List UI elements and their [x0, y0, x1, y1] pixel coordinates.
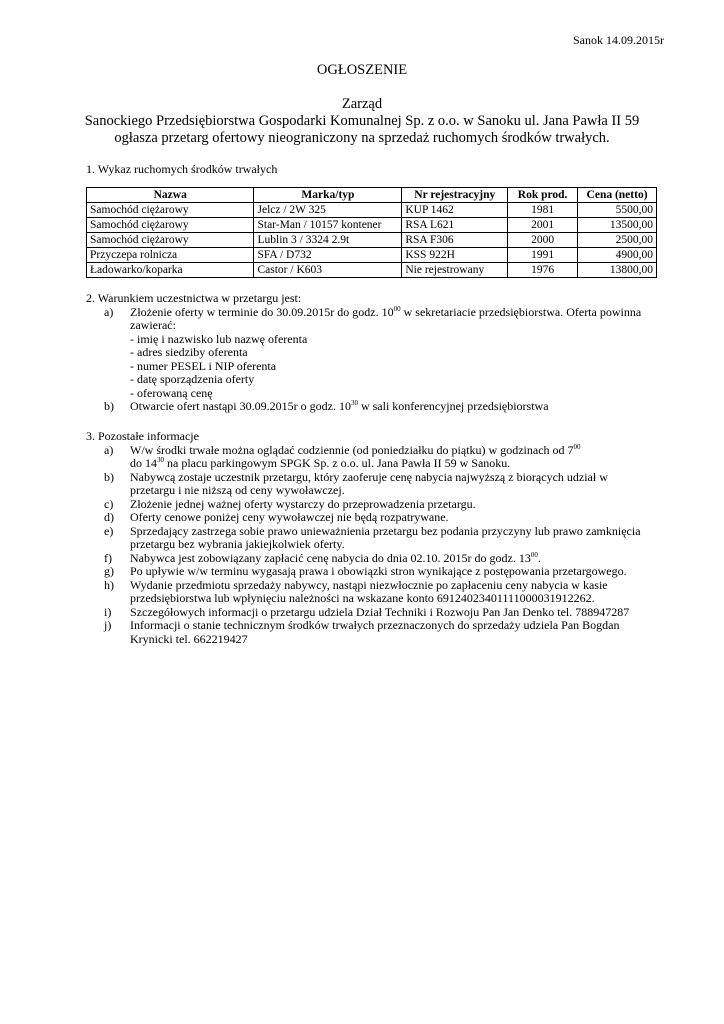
column-header: Cena (netto)	[578, 188, 657, 203]
section-3-item-g	[86, 565, 666, 579]
item-text: Informacji o stanie technicznym środków trwałych przeznaczonych do sprzedaży udziela Pan Bogdan	[130, 618, 620, 632]
time-superscript: 00	[573, 442, 581, 451]
time-superscript: 00	[393, 304, 401, 313]
section-3-item-b	[86, 471, 666, 485]
cell-name: Samochód ciężarowy	[87, 233, 254, 248]
assets-table	[86, 187, 657, 278]
announcement-header	[0, 96, 724, 147]
column-header: Nazwa	[87, 188, 254, 203]
offer-requirement: - adres siedziby oferenta	[130, 345, 248, 359]
item-text: Szczegółowych informacji o przetargu udziela Dział Techniki i Rozwoju Pan Jan Denko tel. 788947287	[130, 604, 630, 619]
section-2	[86, 292, 666, 414]
item-continuation: przedsiębiorstwa lub wpłynięciu należności na wskazane konto 69124023401111000031912262.	[130, 591, 595, 605]
item-text: w sekretariacie przedsiębiorstwa. Oferta powinna	[400, 304, 642, 319]
board-line: Zarząd	[341, 96, 383, 112]
item-marker: i)	[104, 604, 112, 619]
item-text: w sali konferencyjnej przedsiębiorstwa	[357, 399, 549, 413]
item-text: Nabywcą zostaje uczestnik przetargu, który zaoferuje cenę nabycia najwyższą z biorących udział w	[130, 469, 608, 484]
section-3-item-i	[86, 606, 666, 620]
table-row	[87, 233, 657, 248]
item-continuation: przetargu bez wybrania jakiejkolwiek oferty.	[130, 537, 345, 551]
section-3-item-h	[86, 579, 666, 593]
cell-price: 2500,00	[578, 233, 657, 248]
item-marker: b)	[104, 399, 114, 413]
offer-requirement: - datę sporządzenia oferty	[130, 372, 255, 386]
cell-registration: Nie rejestrowany	[402, 263, 508, 278]
section-3	[86, 430, 666, 646]
item-text: Po upływie w/w terminu wygasają prawa i obowiązki stron wynikające z postępowania przetargowego.	[130, 564, 627, 578]
item-marker: a)	[104, 442, 114, 457]
section-3-heading: 3. Pozostałe informacje	[86, 429, 199, 443]
item-text: do 14	[130, 456, 157, 470]
cell-make: Jelcz / 2W 325	[254, 203, 402, 218]
time-superscript: 00	[530, 550, 538, 559]
item-text: Nabywca jest zobowiązany zapłacić cenę nabycia do dnia 02.10. 2015r do godz. 13	[130, 550, 531, 565]
table-header-row	[87, 188, 657, 203]
item-text: Otwarcie ofert nastąpi 30.09.2015r o godz. 10	[130, 399, 351, 413]
cell-year: 2000	[508, 233, 578, 248]
cell-price: 13500,00	[578, 218, 657, 233]
item-text: na placu parkingowym SPGK Sp. z o.o. ul. Jana Pawła II 59 w Sanoku.	[164, 456, 511, 470]
item-continuation: zawierać:	[130, 318, 176, 332]
column-header: Rok prod.	[508, 188, 578, 203]
section-1-heading: 1. Wykaz ruchomych środków trwałych	[86, 162, 278, 176]
document-title: OGŁOSZENIE	[316, 62, 408, 78]
cell-name: Samochód ciężarowy	[87, 203, 254, 218]
cell-make: Star-Man / 10157 kontener	[254, 218, 402, 233]
announce-line: ogłasza przetarg ofertowy nieograniczony na sprzedaż ruchomych środków trwałych.	[114, 130, 610, 146]
cell-registration: KUP 1462	[402, 203, 508, 218]
cell-make: SFA / D732	[254, 248, 402, 263]
cell-registration: RSA F306	[402, 233, 508, 248]
item-continuation	[86, 457, 666, 471]
item-text: W/w środki trwałe można oglądać codziennie (od poniedziałku do piątku) w godzinach od 7	[130, 442, 574, 457]
time-superscript: 30	[157, 456, 164, 464]
item-continuation: przetargu i nie niższą od ceny wywoławczej.	[130, 483, 345, 497]
section-3-item-j	[86, 619, 666, 633]
cell-price: 5500,00	[578, 203, 657, 218]
column-header: Marka/typ	[254, 188, 402, 203]
section-2-item-a	[86, 306, 666, 320]
item-marker: d)	[104, 510, 114, 524]
time-superscript: 30	[350, 399, 358, 407]
item-marker: e)	[104, 523, 114, 538]
item-marker: g)	[104, 564, 114, 578]
cell-price: 4900,00	[578, 248, 657, 263]
item-text: Złożenie oferty w terminie do 30.09.2015r do godz. 10	[130, 304, 394, 319]
column-header: Nr rejestracyjny	[402, 188, 508, 203]
section-3-item-f	[86, 552, 666, 566]
cell-year: 1976	[508, 263, 578, 278]
item-marker: a)	[104, 304, 114, 319]
offer-requirement: - imię i nazwisko lub nazwę oferenta	[130, 331, 308, 346]
cell-price: 13800,00	[578, 263, 657, 278]
item-marker: c)	[104, 496, 114, 511]
section-3-item-d	[86, 511, 666, 525]
table-row	[87, 248, 657, 263]
section-2-heading: 2. Warunkiem uczestnictwa w przetargu jest:	[86, 291, 302, 305]
cell-name: Ładowarko/koparka	[87, 263, 254, 278]
section-3-item-c	[86, 498, 666, 512]
cell-make: Castor / K603	[254, 263, 402, 278]
item-marker: b)	[104, 469, 114, 484]
section-2-item-b	[86, 400, 666, 414]
section-3-item-e	[86, 525, 666, 539]
item-marker: h)	[104, 577, 114, 592]
item-text: Sprzedający zastrzega sobie prawo unieważnienia przetargu bez podania przyczyny lub prawo zamknięcia	[130, 523, 641, 538]
table-row	[87, 263, 657, 278]
cell-name: Samochód ciężarowy	[87, 218, 254, 233]
table-row	[87, 218, 657, 233]
table-row	[87, 203, 657, 218]
cell-year: 1991	[508, 248, 578, 263]
item-text: Wydanie przedmiotu sprzedaży nabywcy, nastąpi niezwłocznie po zapłaceniu ceny nabycia w kasie	[130, 577, 608, 592]
cell-year: 1981	[508, 203, 578, 218]
cell-make: Lublin 3 / 3324 2.9t	[254, 233, 402, 248]
item-continuation: Krynicki tel. 662219427	[130, 631, 248, 646]
item-text: .	[537, 550, 541, 565]
item-marker: f)	[104, 550, 112, 565]
company-line: Sanockiego Przedsiębiorstwa Gospodarki Komunalnej Sp. z o.o. w Sanoku ul. Jana Pawła II 59	[84, 113, 640, 129]
cell-name: Przyczepa rolnicza	[87, 248, 254, 263]
item-text: Złożenie jednej ważnej oferty wystarczy do przeprowadzenia przetargu.	[130, 496, 476, 511]
cell-year: 2001	[508, 218, 578, 233]
item-text: Oferty cenowe poniżej ceny wywoławczej nie będą rozpatrywane.	[130, 510, 449, 524]
item-marker: j)	[104, 618, 112, 632]
offer-requirement: - numer PESEL i NIP oferenta	[130, 358, 277, 373]
offer-requirement: - oferowaną cenę	[130, 385, 213, 400]
cell-registration: KSS 922H	[402, 248, 508, 263]
cell-registration: RSA L621	[402, 218, 508, 233]
document-date: Sanok 14.09.2015r	[573, 33, 664, 47]
section-3-item-a	[86, 444, 666, 458]
